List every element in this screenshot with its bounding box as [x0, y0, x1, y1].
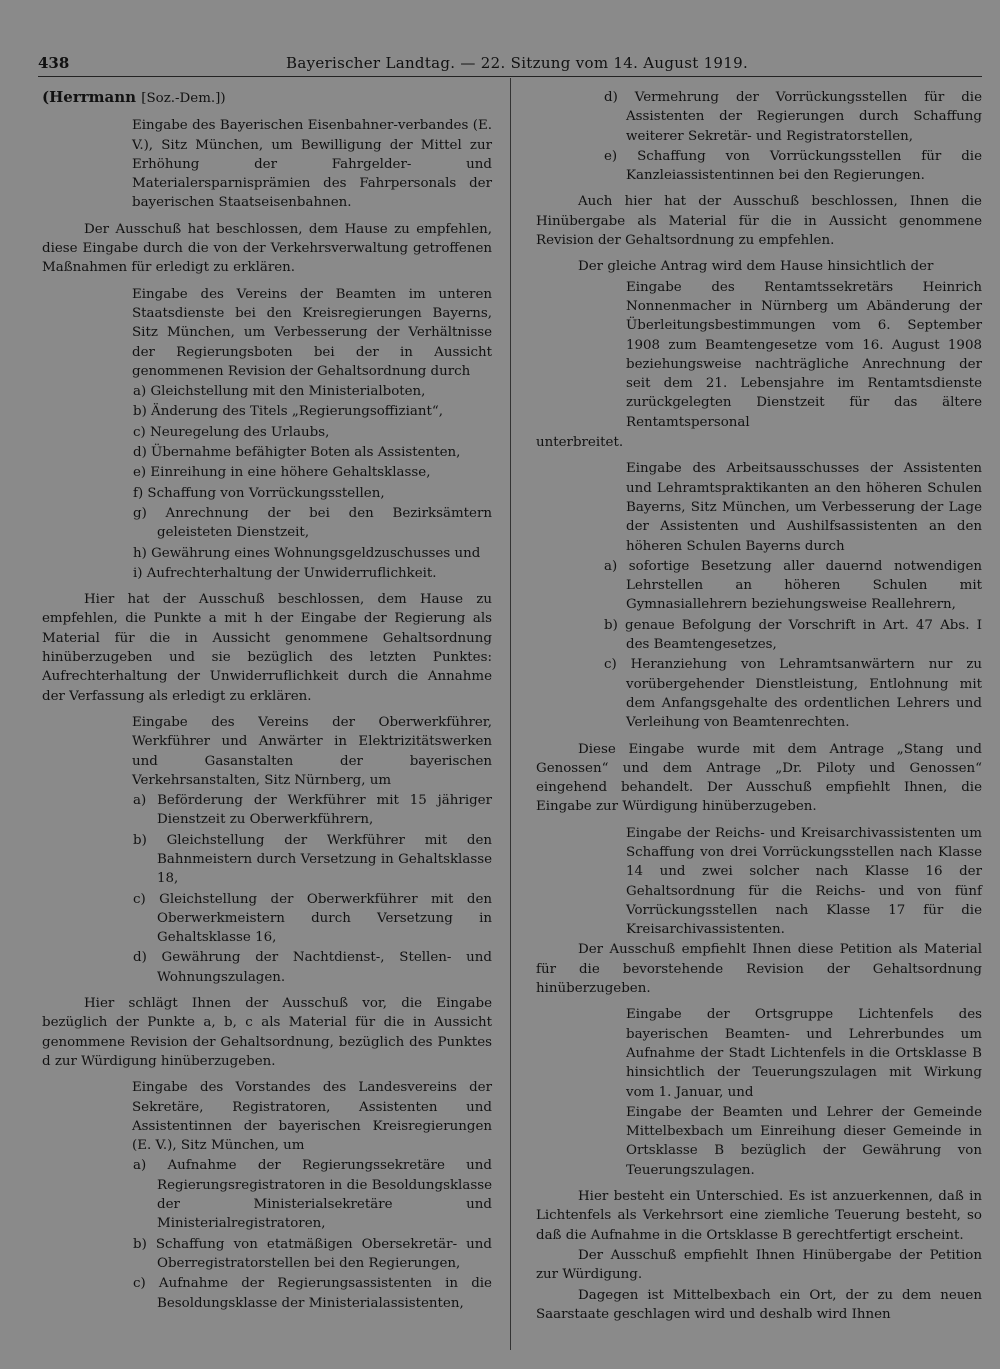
speaker-line	[42, 88, 492, 108]
header-rule	[38, 76, 982, 77]
list-item: b) Schaffung von etatmäßigen Obersekretär- und Oberregistratorstellen bei den Regierungen,	[133, 1236, 492, 1271]
column-divider	[510, 78, 511, 1350]
petition-heading: Eingabe des Bayerischen Eisenbahner-verbandes (E. V.), Sitz München, um Bewilligung der Mittel zur Erhöhung der Fahrgelder- und Materialersparnisprämien des Fahrpersonals der bayerischen Staatseisenbahnen.	[132, 118, 492, 211]
petition-heading: Eingabe der Ortsgruppe Lichtenfels des bayerischen Beamten- und Lehrerbundes um Aufnahme der Stadt Lichtenfels in die Ortsklasse B hinsichtlich der Teuerungszulagen mit Wirkung vom 1. Januar, und	[626, 1007, 982, 1100]
committee-decision: Hier hat der Ausschuß beschlossen, dem Hause zu empfehlen, die Punkte a mit h der Eingabe der Regierung als Material für die in Aussicht genommene Gehaltsordnung hinüberzugeben und sie bezüglich des letzten Punktes: Aufrechterhaltung der Unwiderruflichkeit durch die Annahme der Verfassung als erledigt zu erklären.	[42, 592, 492, 704]
running-title: Bayerischer Landtag. — 22. Sitzung vom 14. August 1919.	[286, 54, 749, 72]
list-item: g) Anrechnung der bei den Bezirksämtern geleisteten Dienstzeit,	[133, 505, 492, 541]
committee-decision: Der Ausschuß empfiehlt Ihnen diese Petition als Material für die bevorstehende Revision der Gehaltsordnung hinüberzugeben.	[536, 942, 982, 997]
list-item: f) Schaffung von Vorrückungsstellen,	[133, 485, 385, 501]
list-item: a) Gleichstellung mit den Ministerialboten,	[133, 384, 426, 400]
petition-heading: Eingabe des Arbeitsausschusses der Assistenten und Lehramtspraktikanten an den höheren Schulen Bayerns, Sitz München, um Verbesserung der Lage der Assistenten und Aushilfsassistenten an den höheren Schulen Bayerns durch	[626, 461, 982, 554]
committee-decision: Dagegen ist Mittelbexbach ein Ort, der zu dem neuen Saarstaate geschlagen wird und deshalb wird Ihnen	[536, 1287, 982, 1322]
list-item: c) Aufnahme der Regierungsassistenten in die Besoldungsklasse der Ministerialassistenten,	[133, 1276, 492, 1311]
list-item: i) Aufrechterhaltung der Unwiderruflichkeit.	[133, 565, 437, 581]
committee-decision-end: unterbreitet.	[536, 435, 624, 451]
list-item: b) genaue Befolgung der Vorschrift in Art. 47 Abs. I des Beamtengesetzes,	[604, 617, 982, 653]
list-item: e) Einreihung in eine höhere Gehaltsklasse,	[133, 465, 431, 481]
list-item: a) Beförderung der Werkführer mit 15 jähriger Dienstzeit zu Oberwerkführern,	[133, 793, 492, 828]
list-item: d) Übernahme befähigter Boten als Assistenten,	[133, 445, 461, 461]
petition-heading: Eingabe der Beamten und Lehrer der Gemeinde Mittelbexbach um Einreihung dieser Gemeinde in Ortsklasse B bezüglich der Gewährung von Teuerungszulagen.	[626, 1104, 982, 1178]
left-column	[42, 88, 492, 1314]
list-item: c) Gleichstellung der Oberwerkführer mit den Oberwerkmeistern durch Versetzung in Gehaltsklasse 16,	[133, 891, 492, 946]
petition-heading: Eingabe der Reichs- und Kreisarchivassistenten um Schaffung von drei Vorrückungsstellen nach Klasse 14 und zwei solcher nach Klasse 16 der Gehaltsordnung für die Reichs- und von fünf Vorrückungsstellen nach Klasse 17 für die Kreisarchivassistenten.	[626, 825, 982, 938]
list-item: e) Schaffung von Vorrückungsstellen für die Kanzleiassistentinnen bei den Regierungen.	[604, 148, 982, 184]
list-item: a) sofortige Besetzung aller dauernd notwendigen Lehrstellen an höheren Schulen mit Gymnasiallehrern beziehungsweise Reallehrern,	[604, 558, 982, 613]
list-item: b) Änderung des Titels „Regierungsoffiziant“,	[133, 404, 443, 420]
list-item: d) Gewährung der Nachtdienst-, Stellen- und Wohnungszulagen.	[133, 950, 492, 985]
petition-heading: Eingabe des Vereins der Beamten im unteren Staatsdienste bei den Kreisregierungen Bayerns, Sitz München, um Verbesserung der Verhältnisse der Regierungsboten bei der in Aussicht genommenen Revision der Gehaltsordnung durch	[132, 286, 492, 379]
list-item: c) Heranziehung von Lehramtsanwärtern nur zu vorübergehender Dienstleistung, Entlohnung mit dem Anfangsgehalte des ordentlichen Lehrers und Verleihung von Beamtenrechten.	[604, 657, 982, 731]
list-item: d) Vermehrung der Vorrückungsstellen für die Assistenten der Regierungen durch Schaffung weiterer Sekretär- und Registratorstellen,	[604, 90, 982, 144]
speaker-name: (Herrmann	[42, 88, 137, 106]
committee-intro: Der gleiche Antrag wird dem Hause hinsichtlich der	[578, 259, 934, 275]
committee-decision: Der Ausschuß empfiehlt Ihnen Hinübergabe der Petition zur Würdigung.	[536, 1247, 982, 1283]
page-number: 438	[38, 54, 70, 72]
page-header	[38, 52, 982, 74]
petition-heading: Eingabe des Vorstandes des Landesvereins der Sekretäre, Registratoren, Assistenten und Assistentinnen der bayerischen Kreisregierungen (E. V.), Sitz München, um	[132, 1080, 492, 1154]
committee-decision: Der Ausschuß hat beschlossen, dem Hause zu empfehlen, diese Eingabe durch die von der Verkehrsverwaltung getroffenen Maßnahmen für erledigt zu erklären.	[42, 221, 492, 276]
list-item: c) Neuregelung des Urlaubs,	[133, 424, 330, 440]
petition-heading: Eingabe des Rentamtssekretärs Heinrich Nonnenmacher in Nürnberg um Abänderung der Überleitungsbestimmungen vom 6. September 1908 zum Beamtengesetze vom 16. August 1908 beziehungsweise nachträgliche Anrechnung der seit dem 21. Lebensjahre im Rentamtsdienste zurückgelegten Dienstzeit für das ältere Rentamtspersonal	[626, 279, 982, 430]
speaker-party: [Soz.-Dem.])	[141, 91, 226, 106]
committee-decision: Hier besteht ein Unterschied. Es ist anzuerkennen, daß in Lichtenfels als Verkehrsort eine ziemliche Teuerung besteht, so daß die Aufnahme in die Ortsklasse B gerechtfertigt erscheint.	[536, 1189, 982, 1243]
right-column	[536, 88, 982, 1325]
list-item: b) Gleichstellung der Werkführer mit den Bahnmeistern durch Versetzung in Gehaltsklasse 18,	[133, 832, 492, 887]
list-item: h) Gewährung eines Wohnungsgeldzuschusses und	[133, 545, 481, 561]
list-item: a) Aufnahme der Regierungssekretäre und Regierungsregistratoren in die Besoldungsklasse der Ministerialsekretäre und Ministerialregistratoren,	[133, 1158, 492, 1232]
petition-heading: Eingabe des Vereins der Oberwerkführer, Werkführer und Anwärter in Elektrizitätswerken und Gasanstalten der bayerischen Verkehrsanstalten, Sitz Nürnberg, um	[132, 714, 492, 788]
committee-decision: Diese Eingabe wurde mit dem Antrage „Stang und Genossen“ und dem Antrage „Dr. Piloty und Genossen“ eingehend behandelt. Der Ausschuß empfiehlt Ihnen, die Eingabe zur Würdigung hinüberzugeben.	[536, 741, 982, 815]
committee-decision: Auch hier hat der Ausschuß beschlossen, Ihnen die Hinübergabe als Material für die in Aussicht genommene Revision der Gehaltsordnung zu empfehlen.	[536, 194, 982, 249]
committee-decision: Hier schlägt Ihnen der Ausschuß vor, die Eingabe bezüglich der Punkte a, b, c als Material für die in Aussicht genommene Revision der Gehaltsordnung, bezüglich des Punktes d zur Würdigung hinüberzugeben.	[42, 996, 492, 1069]
